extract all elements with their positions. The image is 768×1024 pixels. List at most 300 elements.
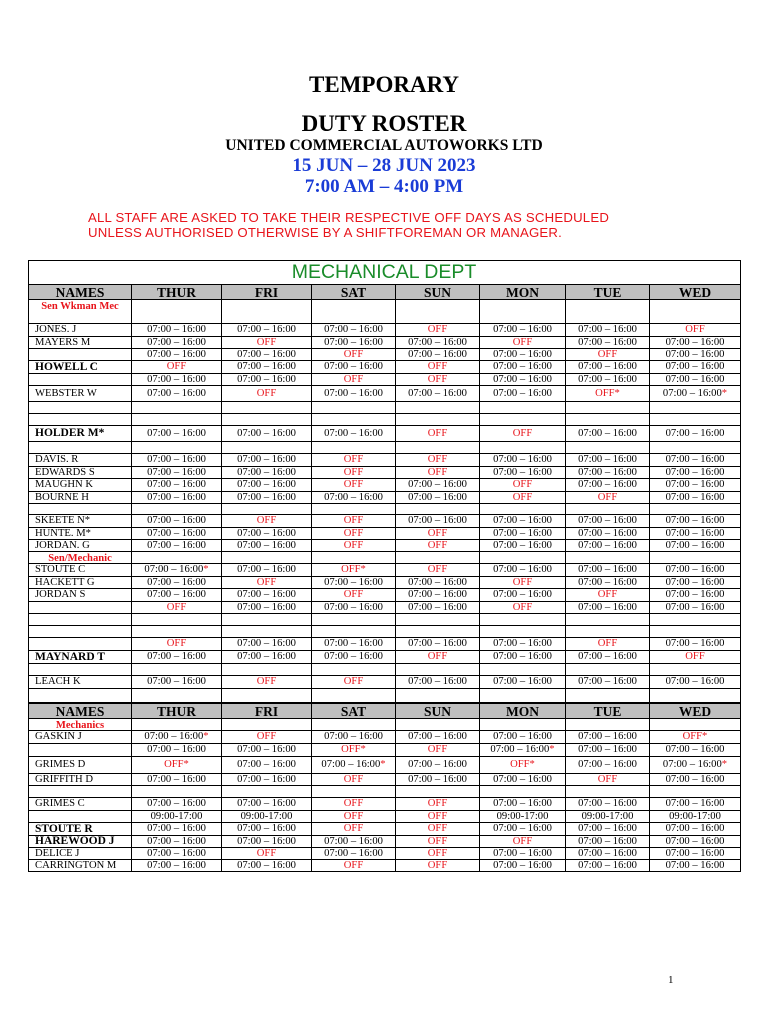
- shift-cell: 07:00 – 16:00: [312, 361, 396, 373]
- shift-cell: 07:00 – 16:00: [312, 324, 396, 336]
- table-row: [28, 798, 741, 811]
- shift-cell: [566, 414, 650, 425]
- roster-dates: 15 JUN – 28 JUN 2023: [292, 155, 476, 176]
- shift-cell: OFF*: [312, 744, 396, 756]
- shift-cell: 07:00 – 16:00: [222, 528, 312, 539]
- shift-cell: 07:00 – 16:00: [222, 454, 312, 466]
- staff-name-cell: HAREWOOD J: [28, 836, 132, 847]
- shift-cell: [312, 786, 396, 797]
- table-row: [28, 744, 741, 757]
- shift-cell: 07:00 – 16:00: [566, 860, 650, 871]
- shift-cell: [312, 300, 396, 323]
- shift-cell: 07:00 – 16:00: [650, 515, 741, 527]
- shift-cell: [396, 664, 480, 675]
- shift-cell: 07:00 – 16:00: [566, 374, 650, 385]
- shift-cell: 07:00 – 16:00: [396, 337, 480, 348]
- column-header-mon: MON: [480, 285, 566, 299]
- column-header-fri: FRI: [222, 704, 312, 718]
- shift-cell: [396, 402, 480, 413]
- shift-cell: [312, 552, 396, 563]
- company-name: UNITED COMMERCIAL AUTOWORKS LTD: [225, 137, 543, 154]
- shift-cell: OFF: [132, 361, 222, 373]
- shift-cell: 07:00 – 16:00: [566, 324, 650, 336]
- shift-cell: 07:00 – 16:00: [222, 823, 312, 835]
- shift-cell: 07:00 – 16:00: [566, 848, 650, 859]
- table-row: [28, 731, 741, 744]
- shift-cell: [312, 402, 396, 413]
- shift-cell: OFF: [566, 349, 650, 360]
- shift-cell: 09:00-17:00: [222, 811, 312, 822]
- table-row: [28, 774, 741, 786]
- shift-cell: OFF: [396, 651, 480, 663]
- staff-name-cell: LEACH K: [28, 676, 132, 688]
- shift-cell: OFF: [312, 860, 396, 871]
- shift-cell: 07:00 – 16:00: [650, 467, 741, 478]
- staff-name-cell: [28, 349, 132, 360]
- shift-cell: 07:00 – 16:00: [222, 757, 312, 773]
- column-header-names: NAMES: [28, 285, 132, 299]
- shift-cell: 07:00 – 16:00: [650, 638, 741, 650]
- staff-name-cell: [28, 689, 132, 702]
- shift-cell: 07:00 – 16:00: [480, 454, 566, 466]
- table-row: [28, 564, 741, 577]
- shift-cell: 09:00-17:00: [132, 811, 222, 822]
- shift-cell: [222, 689, 312, 702]
- shift-cell: 07:00 – 16:00: [396, 774, 480, 785]
- table-row: [28, 515, 741, 528]
- shift-cell: 07:00 – 16:00: [480, 540, 566, 551]
- shift-cell: OFF: [312, 479, 396, 491]
- staff-name-cell: [28, 402, 132, 413]
- shift-cell: [566, 552, 650, 563]
- table-row: [28, 492, 741, 504]
- shift-cell: [650, 414, 741, 425]
- shift-cell: 07:00 – 16:00: [480, 349, 566, 360]
- shift-cell: 07:00 – 16:00: [132, 528, 222, 539]
- staff-name-cell: MAYERS M: [28, 337, 132, 348]
- shift-cell: 07:00 – 16:00: [222, 744, 312, 756]
- shift-cell: 07:00 – 16:00*: [650, 386, 741, 401]
- table-row: [28, 337, 741, 349]
- column-header-sat: SAT: [312, 285, 396, 299]
- staff-name-cell: GRIMES D: [28, 757, 132, 773]
- table-row: [28, 361, 741, 374]
- shift-cell: 07:00 – 16:00*: [132, 731, 222, 743]
- shift-cell: 07:00 – 16:00: [132, 676, 222, 688]
- shift-cell: 07:00 – 16:00: [312, 836, 396, 847]
- shift-cell: [222, 786, 312, 797]
- blank-row: [28, 689, 741, 703]
- column-header-mon: MON: [480, 704, 566, 718]
- table-row: [28, 479, 741, 492]
- shift-cell: 07:00 – 16:00: [222, 349, 312, 360]
- shift-cell: [650, 626, 741, 637]
- shift-cell: [396, 504, 480, 514]
- shift-cell: [222, 402, 312, 413]
- table-row: [28, 386, 741, 402]
- shift-cell: 07:00 – 16:00: [650, 361, 741, 373]
- table-row: [28, 528, 741, 540]
- shift-cell: [132, 300, 222, 323]
- shift-cell: 07:00 – 16:00: [396, 602, 480, 613]
- table-row: [28, 836, 741, 848]
- shift-cell: OFF*: [132, 757, 222, 773]
- shift-cell: 07:00 – 16:00: [566, 731, 650, 743]
- shift-cell: 09:00-17:00: [650, 811, 741, 822]
- shift-cell: 07:00 – 16:00: [132, 374, 222, 385]
- staff-notice: [88, 210, 748, 240]
- staff-name-cell: [28, 664, 132, 675]
- blank-row: [28, 626, 741, 638]
- shift-cell: [480, 614, 566, 625]
- shift-cell: 07:00 – 16:00: [650, 836, 741, 847]
- column-header-sat: SAT: [312, 704, 396, 718]
- shift-cell: 07:00 – 16:00: [480, 564, 566, 576]
- blank-row: [28, 614, 741, 626]
- shift-cell: 07:00 – 16:00: [650, 479, 741, 491]
- shift-cell: 07:00 – 16:00: [650, 848, 741, 859]
- shift-cell: [650, 402, 741, 413]
- shift-cell: [312, 689, 396, 702]
- shift-cell: [480, 664, 566, 675]
- shift-cell: 07:00 – 16:00*: [480, 744, 566, 756]
- shift-cell: [396, 626, 480, 637]
- shift-cell: OFF: [312, 589, 396, 601]
- shift-cell: 07:00 – 16:00: [566, 798, 650, 810]
- shift-cell: [132, 719, 222, 730]
- shift-cell: 07:00 – 16:00: [132, 836, 222, 847]
- shift-cell: 07:00 – 16:00: [650, 744, 741, 756]
- shift-cell: [396, 689, 480, 702]
- shift-cell: 07:00 – 16:00: [132, 426, 222, 441]
- shift-cell: OFF: [312, 676, 396, 688]
- staff-name-cell: [28, 811, 132, 822]
- shift-cell: 09:00-17:00: [480, 811, 566, 822]
- staff-name-cell: EDWARDS S: [28, 467, 132, 478]
- shift-cell: OFF: [312, 349, 396, 360]
- shift-cell: OFF: [132, 602, 222, 613]
- shift-cell: [132, 552, 222, 563]
- shift-cell: OFF: [312, 774, 396, 785]
- shift-cell: 07:00 – 16:00: [480, 651, 566, 663]
- shift-cell: 07:00 – 16:00: [480, 361, 566, 373]
- staff-name-cell: WEBSTER W: [28, 386, 132, 401]
- shift-cell: 07:00 – 16:00: [650, 337, 741, 348]
- shift-cell: 07:00 – 16:00: [480, 676, 566, 688]
- table-row: [28, 467, 741, 479]
- shift-cell: 07:00 – 16:00: [480, 528, 566, 539]
- shift-cell: 07:00 – 16:00: [132, 860, 222, 871]
- shift-cell: [312, 719, 396, 730]
- shift-cell: [132, 626, 222, 637]
- blank-row: [28, 664, 741, 676]
- staff-name-cell: [28, 504, 132, 514]
- shift-cell: 07:00 – 16:00: [132, 540, 222, 551]
- column-header-thur: THUR: [132, 704, 222, 718]
- shift-cell: [566, 614, 650, 625]
- staff-name-cell: Sen/Mechanic: [28, 552, 132, 563]
- shift-cell: [312, 442, 396, 453]
- staff-name-cell: [28, 626, 132, 637]
- shift-cell: 07:00 – 16:00: [480, 589, 566, 601]
- shift-cell: 07:00 – 16:00: [650, 492, 741, 503]
- shift-cell: OFF: [312, 540, 396, 551]
- shift-cell: 07:00 – 16:00: [566, 540, 650, 551]
- shift-cell: OFF: [480, 492, 566, 503]
- doc-title: TEMPORARY: [309, 72, 459, 97]
- shift-cell: OFF: [480, 479, 566, 491]
- shift-cell: OFF: [566, 589, 650, 601]
- shift-cell: [132, 402, 222, 413]
- shift-cell: [132, 442, 222, 453]
- column-header-thur: THUR: [132, 285, 222, 299]
- notice-line-2: UNLESS AUTHORISED OTHERWISE BY A SHIFTFOREMAN OR MANAGER.: [88, 225, 563, 240]
- shift-cell: [650, 719, 741, 730]
- shift-cell: 07:00 – 16:00: [480, 515, 566, 527]
- shift-cell: [566, 442, 650, 453]
- shift-cell: OFF: [396, 454, 480, 466]
- shift-cell: 07:00 – 16:00: [566, 651, 650, 663]
- shift-cell: OFF: [312, 374, 396, 385]
- shift-cell: 07:00 – 16:00: [566, 337, 650, 348]
- staff-name-cell: MAYNARD T: [28, 651, 132, 663]
- shift-cell: 07:00 – 16:00: [650, 823, 741, 835]
- staff-name-cell: JORDAN S: [28, 589, 132, 601]
- blank-row: [28, 402, 741, 414]
- shift-cell: 07:00 – 16:00: [566, 515, 650, 527]
- shift-cell: 07:00 – 16:00: [566, 479, 650, 491]
- shift-cell: 07:00 – 16:00: [396, 676, 480, 688]
- asterisk-mark: *: [721, 388, 728, 399]
- staff-name-cell: Mechanics: [28, 719, 132, 730]
- table-row: [28, 454, 741, 467]
- staff-name-cell: GRIMES C: [28, 798, 132, 810]
- shift-cell: 07:00 – 16:00: [222, 479, 312, 491]
- shift-cell: [650, 614, 741, 625]
- staff-name-cell: [28, 602, 132, 613]
- shift-cell: 07:00 – 16:00: [480, 638, 566, 650]
- shift-cell: OFF: [396, 836, 480, 847]
- shift-cell: 07:00 – 16:00: [396, 515, 480, 527]
- table-row: [28, 349, 741, 361]
- shift-cell: 07:00 – 16:00: [566, 577, 650, 588]
- shift-cell: [650, 504, 741, 514]
- shift-cell: [566, 664, 650, 675]
- shift-cell: [566, 689, 650, 702]
- shift-cell: [222, 414, 312, 425]
- shift-cell: [312, 614, 396, 625]
- notice-line-1: ALL STAFF ARE ASKED TO TAKE THEIR RESPECTIVE OFF DAYS AS SCHEDULED: [88, 210, 610, 225]
- shift-cell: [480, 402, 566, 413]
- shift-cell: OFF: [396, 467, 480, 478]
- shift-cell: 07:00 – 16:00: [480, 823, 566, 835]
- shift-cell: [566, 402, 650, 413]
- shift-cell: 07:00 – 16:00: [222, 467, 312, 478]
- shift-cell: OFF: [396, 811, 480, 822]
- shift-cell: 07:00 – 16:00*: [650, 757, 741, 773]
- staff-name-cell: DAVIS. R: [28, 454, 132, 466]
- shift-cell: 07:00 – 16:00: [650, 798, 741, 810]
- shift-cell: 07:00 – 16:00: [480, 774, 566, 785]
- shift-cell: 07:00 – 16:00: [650, 602, 741, 613]
- shift-cell: 07:00 – 16:00: [396, 589, 480, 601]
- shift-cell: [650, 689, 741, 702]
- shift-cell: OFF: [312, 467, 396, 478]
- shift-cell: OFF: [222, 515, 312, 527]
- shift-cell: [396, 442, 480, 453]
- shift-cell: 07:00 – 16:00: [312, 602, 396, 613]
- column-header-row: [28, 703, 741, 719]
- shift-cell: 07:00 – 16:00: [650, 540, 741, 551]
- shift-cell: [566, 786, 650, 797]
- shift-cell: OFF: [650, 651, 741, 663]
- shift-cell: 07:00 – 16:00: [480, 860, 566, 871]
- shift-cell: 07:00 – 16:00: [396, 492, 480, 503]
- shift-cell: OFF: [396, 374, 480, 385]
- shift-cell: 07:00 – 16:00: [222, 426, 312, 441]
- shift-cell: 07:00 – 16:00: [132, 744, 222, 756]
- shift-cell: 07:00 – 16:00: [132, 349, 222, 360]
- shift-cell: [480, 504, 566, 514]
- shift-cell: OFF: [566, 638, 650, 650]
- shift-cell: [650, 442, 741, 453]
- column-header-row: [28, 284, 741, 300]
- shift-cell: OFF: [222, 731, 312, 743]
- shift-cell: OFF: [312, 823, 396, 835]
- staff-name-cell: MAUGHN K: [28, 479, 132, 491]
- blank-row: [28, 414, 741, 426]
- shift-cell: OFF: [312, 528, 396, 539]
- shift-cell: OFF: [222, 386, 312, 401]
- table-row: [28, 676, 741, 689]
- doc-subtitle: DUTY ROSTER: [301, 111, 467, 136]
- shift-cell: 07:00 – 16:00: [480, 731, 566, 743]
- shift-cell: OFF: [396, 564, 480, 576]
- staff-name-cell: HUNTE. M*: [28, 528, 132, 539]
- group-label-row: [28, 300, 741, 324]
- shift-cell: 07:00 – 16:00: [132, 492, 222, 503]
- shift-cell: 07:00 – 16:00: [132, 823, 222, 835]
- shift-cell: 07:00 – 16:00: [566, 836, 650, 847]
- shift-cell: 07:00 – 16:00: [132, 774, 222, 785]
- shift-cell: 07:00 – 16:00: [132, 337, 222, 348]
- shift-cell: [396, 414, 480, 425]
- shift-cell: 07:00 – 16:00: [480, 374, 566, 385]
- shift-cell: 07:00 – 16:00*: [312, 757, 396, 773]
- table-row: [28, 602, 741, 614]
- shift-cell: 07:00 – 16:00: [222, 540, 312, 551]
- shift-cell: 07:00 – 16:00: [222, 836, 312, 847]
- shift-cell: 07:00 – 16:00: [132, 479, 222, 491]
- shift-cell: OFF: [132, 638, 222, 650]
- column-header-names: NAMES: [28, 704, 132, 718]
- shift-cell: OFF: [396, 324, 480, 336]
- shift-cell: 07:00 – 16:00: [650, 860, 741, 871]
- shift-cell: OFF: [480, 426, 566, 441]
- shift-cell: 07:00 – 16:00: [566, 426, 650, 441]
- column-header-fri: FRI: [222, 285, 312, 299]
- shift-cell: [132, 504, 222, 514]
- shift-cell: 07:00 – 16:00: [132, 577, 222, 588]
- staff-name-cell: [28, 786, 132, 797]
- shift-cell: 07:00 – 16:00: [312, 651, 396, 663]
- staff-name-cell: [28, 638, 132, 650]
- staff-name-cell: [28, 374, 132, 385]
- shift-cell: 07:00 – 16:00: [222, 638, 312, 650]
- shift-cell: 07:00 – 16:00: [480, 386, 566, 401]
- shift-cell: 07:00 – 16:00: [650, 528, 741, 539]
- shift-cell: [132, 664, 222, 675]
- column-header-tue: TUE: [566, 704, 650, 718]
- staff-name-cell: [28, 614, 132, 625]
- shift-cell: OFF: [566, 492, 650, 503]
- roster-hours: 7:00 AM – 4:00 PM: [304, 176, 464, 197]
- shift-cell: [566, 300, 650, 323]
- shift-cell: OFF: [312, 811, 396, 822]
- shift-cell: 07:00 – 16:00: [132, 651, 222, 663]
- shift-cell: 07:00 – 16:00: [312, 577, 396, 588]
- shift-cell: OFF: [396, 744, 480, 756]
- shift-cell: [222, 719, 312, 730]
- staff-name-cell: [28, 414, 132, 425]
- shift-cell: 07:00 – 16:00: [650, 426, 741, 441]
- shift-cell: OFF: [396, 528, 480, 539]
- shift-cell: [480, 552, 566, 563]
- group-label-row: [28, 552, 741, 564]
- shift-cell: 07:00 – 16:00: [480, 798, 566, 810]
- shift-cell: [566, 626, 650, 637]
- shift-cell: 07:00 – 16:00: [650, 774, 741, 785]
- shift-cell: 07:00 – 16:00: [132, 324, 222, 336]
- table-row: [28, 811, 741, 823]
- staff-name-cell: HOLDER M*: [28, 426, 132, 441]
- shift-cell: 07:00 – 16:00: [132, 467, 222, 478]
- asterisk-mark: *: [203, 564, 209, 575]
- shift-cell: 07:00 – 16:00: [650, 564, 741, 576]
- shift-cell: [396, 552, 480, 563]
- shift-cell: 07:00 – 16:00: [566, 676, 650, 688]
- shift-cell: 07:00 – 16:00: [222, 860, 312, 871]
- asterisk-mark: *: [380, 759, 386, 770]
- shift-cell: [480, 300, 566, 323]
- shift-cell: 07:00 – 16:00: [566, 823, 650, 835]
- shift-cell: [222, 442, 312, 453]
- shift-cell: 07:00 – 16:00: [566, 602, 650, 613]
- shift-cell: [480, 786, 566, 797]
- shift-cell: 07:00 – 16:00: [566, 564, 650, 576]
- shift-cell: 07:00 – 16:00: [132, 386, 222, 401]
- shift-cell: 07:00 – 16:00: [222, 564, 312, 576]
- shift-cell: 07:00 – 16:00: [222, 589, 312, 601]
- staff-name-cell: HACKETT G: [28, 577, 132, 588]
- shift-cell: 07:00 – 16:00: [222, 374, 312, 385]
- staff-name-cell: CARRINGTON M: [28, 860, 132, 871]
- shift-cell: 07:00 – 16:00: [396, 386, 480, 401]
- shift-cell: 07:00 – 16:00: [132, 798, 222, 810]
- shift-cell: 07:00 – 16:00: [480, 324, 566, 336]
- table-row: [28, 589, 741, 602]
- section-title: MECHANICAL DEPT: [291, 261, 477, 283]
- staff-name-cell: [28, 442, 132, 453]
- column-header-tue: TUE: [566, 285, 650, 299]
- asterisk-mark: *: [721, 759, 728, 770]
- asterisk-mark: *: [203, 731, 209, 742]
- shift-cell: 07:00 – 16:00: [650, 349, 741, 360]
- table-row: [28, 638, 741, 651]
- shift-cell: 07:00 – 16:00: [222, 602, 312, 613]
- shift-cell: [132, 614, 222, 625]
- blank-row: [28, 504, 741, 515]
